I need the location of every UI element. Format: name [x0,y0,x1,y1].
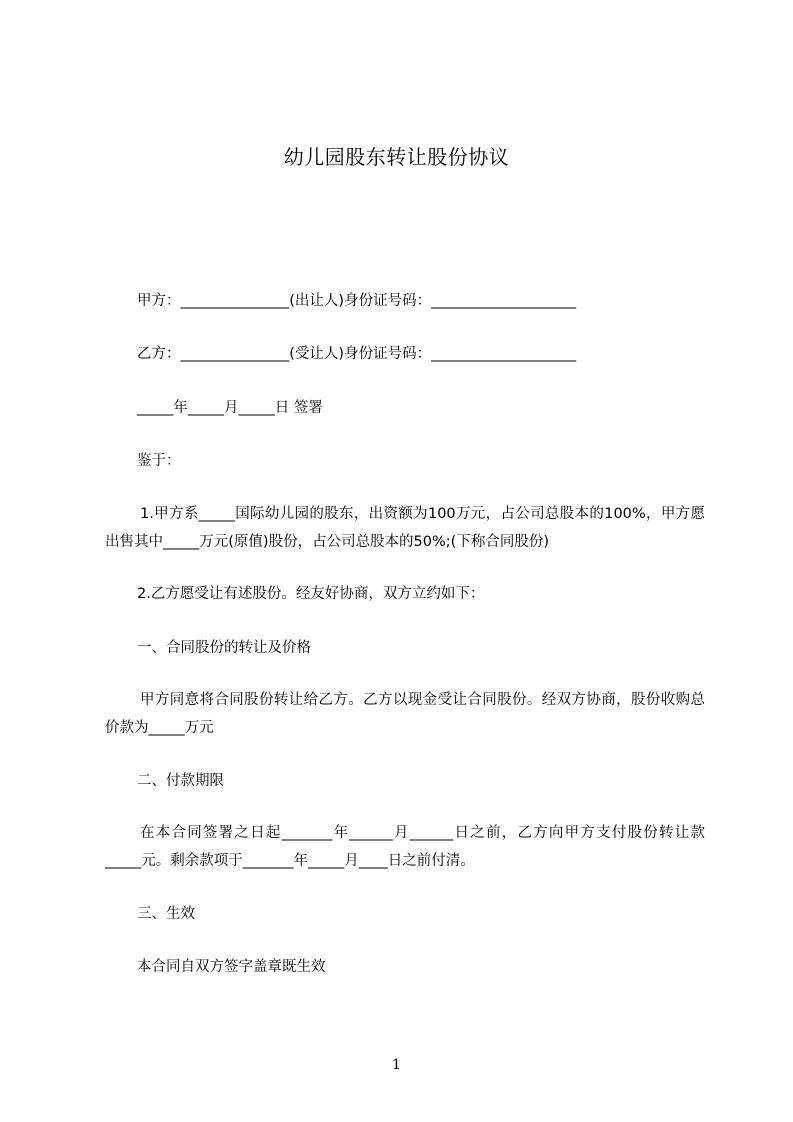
clause-1: 1.甲方系_____国际幼儿园的股东，出资额为100万元，占公司总股本的100%，甲方愿出售其中_____万元(原值)股份，占公司总股本的50%;(下称合同股份) [105,506,705,550]
section-2-heading: 二、付款期限 [137,773,224,789]
whereas-heading: 鉴于： [137,453,181,469]
party-b-line: 乙方：_______________(受让人)身份证号码：____________________ [137,346,577,362]
sign-date-line: _____年_____月_____日 签署 [137,400,323,416]
party-a-line: 甲方：_______________(出让人)身份证号码：____________________ [137,293,577,309]
section-3-body: 本合同自双方签字盖章既生效 [137,959,326,975]
section-3-heading: 三、生效 [137,906,195,922]
page-number: 1 [392,1057,401,1073]
section-2-body: 在本合同签署之日起_______年______月______日之前，乙方向甲方支付股份转让款_____元。剩余款项于_______年_____月____日之前付清。 [105,825,705,869]
document-title: 幼儿园股东转让股份协议 [283,145,510,169]
section-1-body: 甲方同意将合同股份转让给乙方。乙方以现金受让合同股份。经双方协商，股份收购总价款为_____万元 [105,692,705,736]
section-1-heading: 一、合同股份的转让及价格 [137,640,311,656]
clause-2: 2.乙方愿受让有述股份。经友好协商，双方立约如下： [137,586,485,602]
